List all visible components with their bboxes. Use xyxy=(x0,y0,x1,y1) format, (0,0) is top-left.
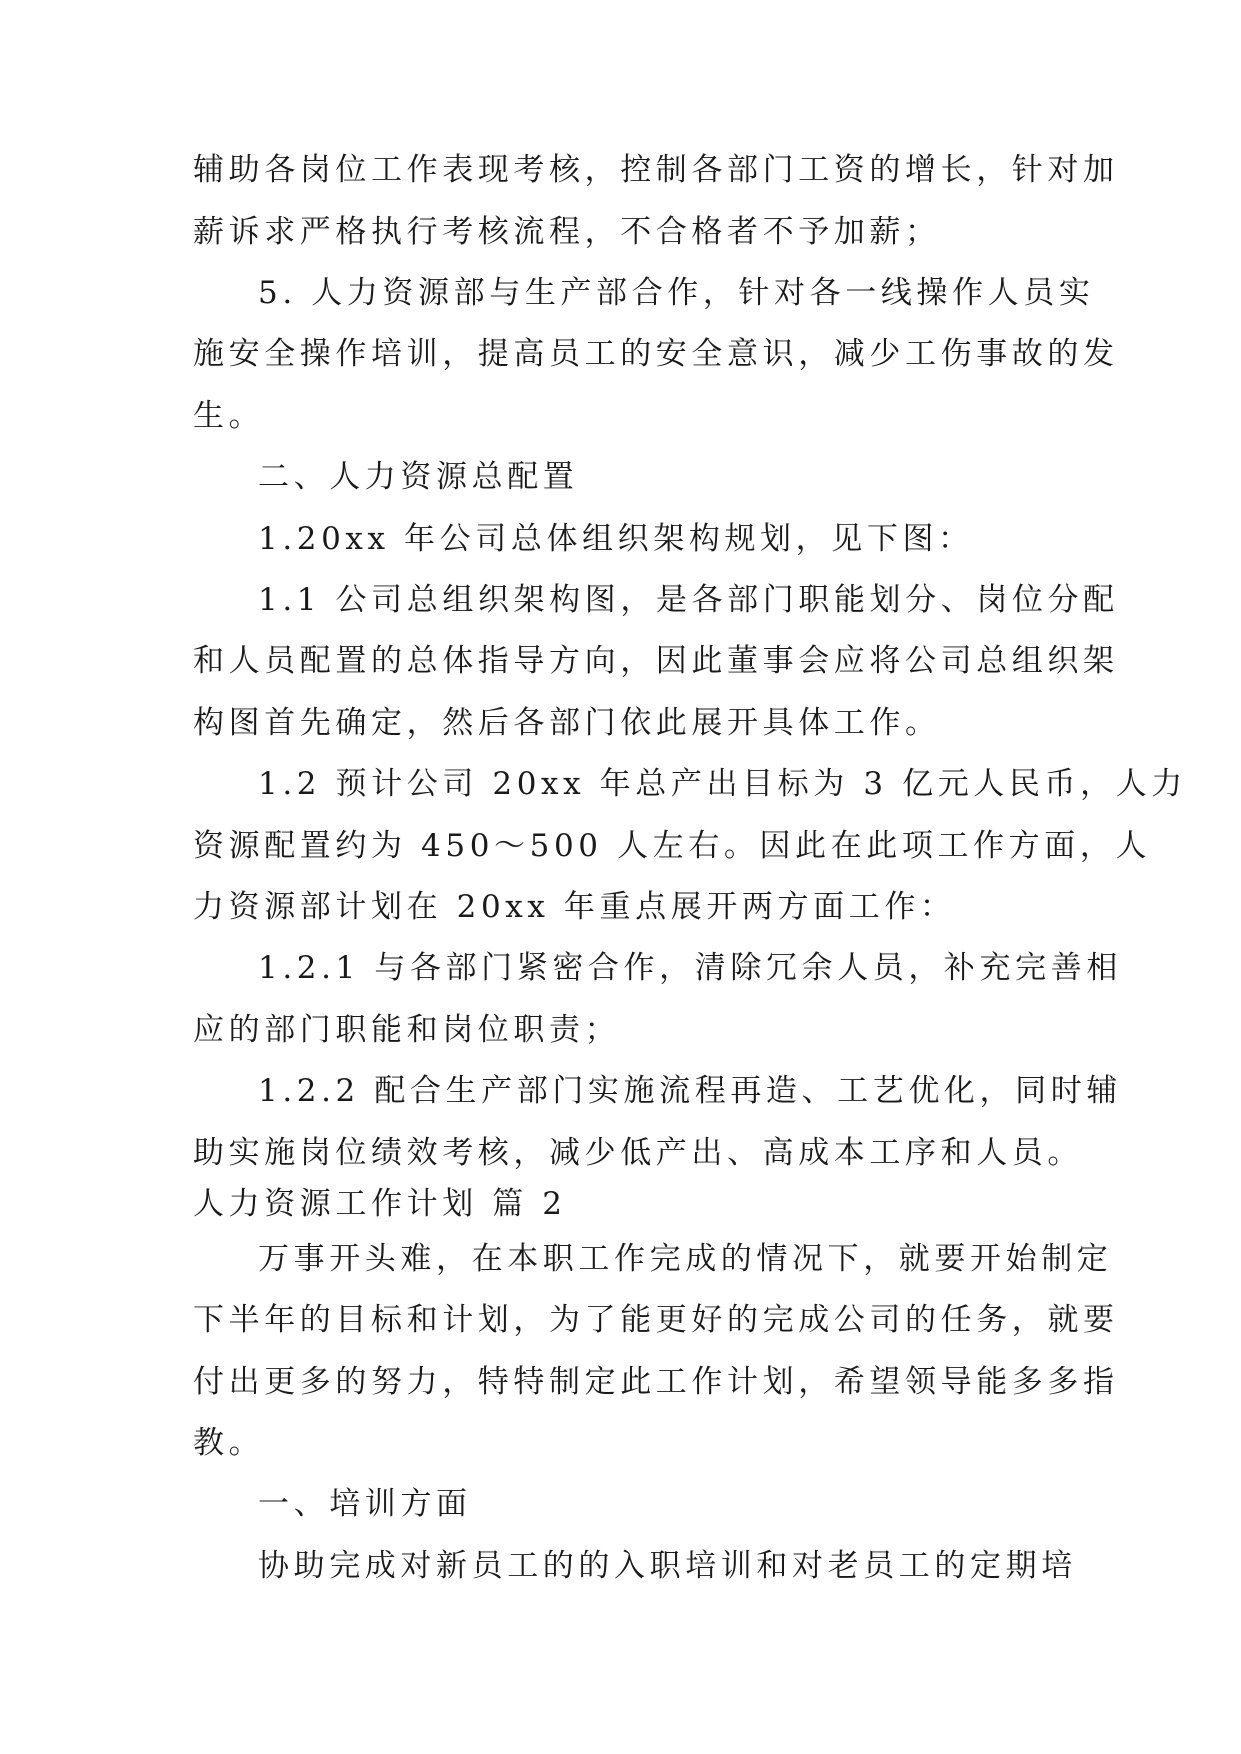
text-line: 协助完成对新员工的的入职培训和对老员工的定期培 xyxy=(258,1548,1077,1584)
text-line: 下半年的目标和计划，为了能更好的完成公司的任务，就要 xyxy=(193,1302,1119,1338)
text-line: 1.1 公司总组织架构图，是各部门职能划分、岗位分配 xyxy=(258,582,1119,618)
text-line: 生。 xyxy=(193,398,265,434)
section-heading: 一、培训方面 xyxy=(258,1486,472,1522)
text-line: 1.2.1 与各部门紧密合作，清除冗余人员，补充完善相 xyxy=(258,950,1122,986)
text-line: 薪诉求严格执行考核流程，不合格者不予加薪； xyxy=(193,214,941,250)
text-line: 1.20xx 年公司总体组织架构规划，见下图： xyxy=(258,521,974,557)
text-line: 构图首先确定，然后各部门依此展开具体工作。 xyxy=(193,705,941,741)
text-line: 1.2 预计公司 20xx 年总产出目标为 3 亿元人民币，人力 xyxy=(258,766,1187,802)
text-line: 资源配置约为 450～500 人左右。因此在此项工作方面，人 xyxy=(193,828,1152,864)
section-heading: 二、人力资源总配置 xyxy=(258,459,579,495)
text-line: 教。 xyxy=(193,1425,265,1461)
text-line: 5. 人力资源部与生产部合作，针对各一线操作人员实 xyxy=(258,275,1095,311)
text-line: 应的部门职能和岗位职责； xyxy=(193,1012,621,1048)
text-line: 付出更多的努力，特特制定此工作计划，希望领导能多多指 xyxy=(193,1364,1119,1400)
text-line: 1.2.2 配合生产部门实施流程再造、工艺优化，同时辅 xyxy=(258,1073,1122,1109)
text-line: 力资源部计划在 20xx 年重点展开两方面工作： xyxy=(193,889,956,925)
text-line: 和人员配置的总体指导方向，因此董事会应将公司总组织架 xyxy=(193,643,1119,679)
text-line: 辅助各岗位工作表现考核，控制各部门工资的增长，针对加 xyxy=(193,152,1119,188)
section-title: 人力资源工作计划 篇 2 xyxy=(193,1186,567,1222)
text-line: 施安全操作培训，提高员工的安全意识，减少工伤事故的发 xyxy=(193,336,1119,372)
text-line: 助实施岗位绩效考核，减少低产出、高成本工序和人员。 xyxy=(193,1135,1083,1171)
text-line: 万事开头难，在本职工作完成的情况下，就要开始制定 xyxy=(258,1241,1113,1277)
